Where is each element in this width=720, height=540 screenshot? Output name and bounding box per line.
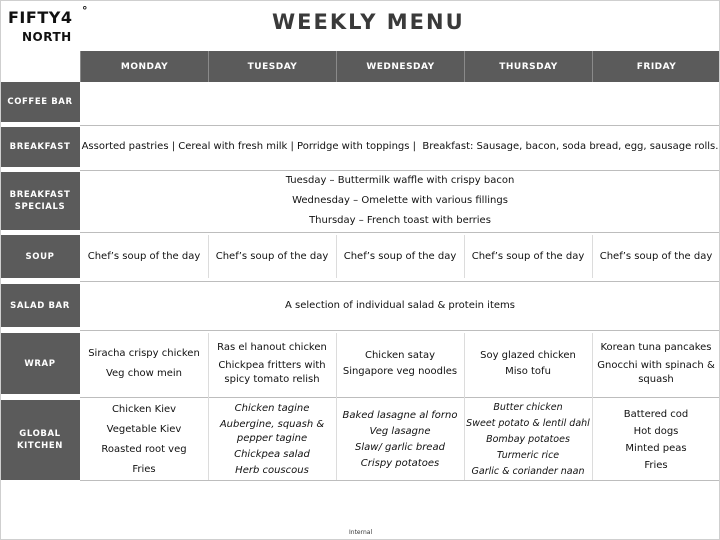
menu-item: pepper tagine	[236, 433, 308, 444]
menu-item: Herb couscous	[235, 465, 309, 476]
soup-monday	[80, 235, 208, 278]
menu-item: Singapore veg noodles	[342, 365, 458, 377]
day-header-monday: MONDAY	[80, 51, 208, 82]
wrap-monday	[80, 333, 208, 394]
day-header-friday: FRIDAY	[592, 51, 720, 82]
global-kitchen-wednesday	[336, 400, 464, 480]
menu-item: Veg lasagne	[369, 426, 431, 437]
menu-item: Fries	[132, 464, 156, 475]
menu-item: Minted peas	[625, 443, 687, 454]
global-kitchen-friday	[592, 400, 720, 480]
salad-bar-text: A selection of individual salad & protein items	[285, 299, 515, 311]
brand-name: FIFTY4	[8, 8, 73, 27]
special-item: Thursday – French toast with berries	[309, 215, 491, 226]
row-header-label: SPECIALS	[14, 202, 66, 212]
salad-bar-content	[80, 284, 720, 327]
wrap-thursday	[464, 333, 592, 394]
menu-item: Roasted root veg	[101, 444, 187, 455]
row-header-wrap: WRAP	[0, 333, 80, 394]
wrap-wednesday	[336, 333, 464, 394]
soup-item: Chef’s soup of the day	[343, 250, 457, 262]
menu-item: Chicken satay	[364, 349, 435, 361]
menu-item: Aubergine, squash &	[219, 419, 325, 430]
soup-item: Chef’s soup of the day	[87, 250, 201, 262]
global-kitchen-tuesday	[208, 400, 336, 480]
breakfast-content	[80, 127, 720, 167]
menu-item: Chickpea salad	[234, 449, 310, 460]
menu-item: squash	[638, 373, 674, 385]
soup-thursday	[464, 235, 592, 278]
menu-item: Chickpea fritters with	[218, 359, 326, 371]
row-header-salad-bar: SALAD BAR	[0, 284, 80, 327]
menu-item: Fries	[644, 460, 668, 471]
coffee-bar-content	[80, 82, 720, 122]
menu-item: Veg chow mein	[105, 367, 183, 379]
row-header-breakfast: BREAKFAST	[0, 127, 80, 167]
menu-item: Miso tofu	[505, 365, 551, 377]
row-header-coffee-bar: COFFEE BAR	[0, 82, 80, 122]
row-header-breakfast-specials	[0, 172, 80, 230]
menu-item: Turmeric rice	[496, 450, 560, 461]
menu-item: Vegetable Kiev	[106, 424, 182, 435]
row-header-global-kitchen	[0, 400, 80, 480]
brand-sub: NORTH	[22, 30, 72, 44]
global-kitchen-thursday	[464, 400, 592, 480]
menu-item: Baked lasagne al forno	[342, 410, 458, 421]
breakfast-text: Assorted pastries | Cereal with fresh milk | Porridge with toppings | Breakfast: Sausage, bacon, soda bread, egg, sausage rolls.	[81, 141, 719, 152]
wrap-tuesday	[208, 333, 336, 394]
breakfast-specials-content	[80, 172, 720, 230]
soup-wednesday	[336, 235, 464, 278]
menu-item: Garlic & coriander naan	[471, 466, 585, 477]
menu-item: Korean tuna pancakes	[600, 341, 712, 353]
menu-item: Hot dogs	[633, 426, 679, 437]
menu-item: Slaw/ garlic bread	[355, 442, 445, 453]
menu-item: Sweet potato & lentil dahl	[466, 418, 590, 429]
soup-item: Chef’s soup of the day	[599, 250, 713, 262]
soup-friday	[592, 235, 720, 278]
menu-item: Chicken tagine	[234, 403, 310, 414]
row-header-label: GLOBAL	[19, 429, 61, 439]
menu-item: Siracha crispy chicken	[88, 347, 200, 359]
menu-item: Crispy potatoes	[360, 458, 440, 469]
menu-item: Butter chicken	[493, 402, 563, 413]
global-kitchen-monday	[80, 400, 208, 480]
brand-logo	[8, 4, 98, 48]
wrap-friday	[592, 333, 720, 394]
brand-degree: °	[82, 4, 88, 17]
special-item: Wednesday – Omelette with various fillings	[292, 195, 508, 206]
soup-item: Chef’s soup of the day	[471, 250, 585, 262]
menu-item: Chicken Kiev	[111, 404, 177, 415]
day-header-wednesday: WEDNESDAY	[336, 51, 464, 82]
menu-item: Ras el hanout chicken	[217, 341, 327, 353]
menu-item: Battered cod	[623, 409, 689, 420]
page-title: WEEKLY MENU	[272, 10, 465, 34]
row-header-soup: SOUP	[0, 235, 80, 278]
day-header-thursday: THURSDAY	[464, 51, 592, 82]
soup-tuesday	[208, 235, 336, 278]
row-header-label: BREAKFAST	[9, 190, 71, 200]
menu-item: spicy tomato relish	[224, 373, 320, 385]
special-item: Tuesday – Buttermilk waffle with crispy bacon	[285, 175, 515, 186]
soup-item: Chef’s soup of the day	[215, 250, 329, 262]
row-header-label: KITCHEN	[16, 441, 64, 451]
menu-item: Bombay potatoes	[486, 434, 570, 445]
day-header-tuesday: TUESDAY	[208, 51, 336, 82]
menu-item: Gnocchi with spinach &	[597, 359, 715, 371]
menu-item: Soy glazed chicken	[480, 349, 576, 361]
footer-classification: Internal	[349, 529, 373, 536]
